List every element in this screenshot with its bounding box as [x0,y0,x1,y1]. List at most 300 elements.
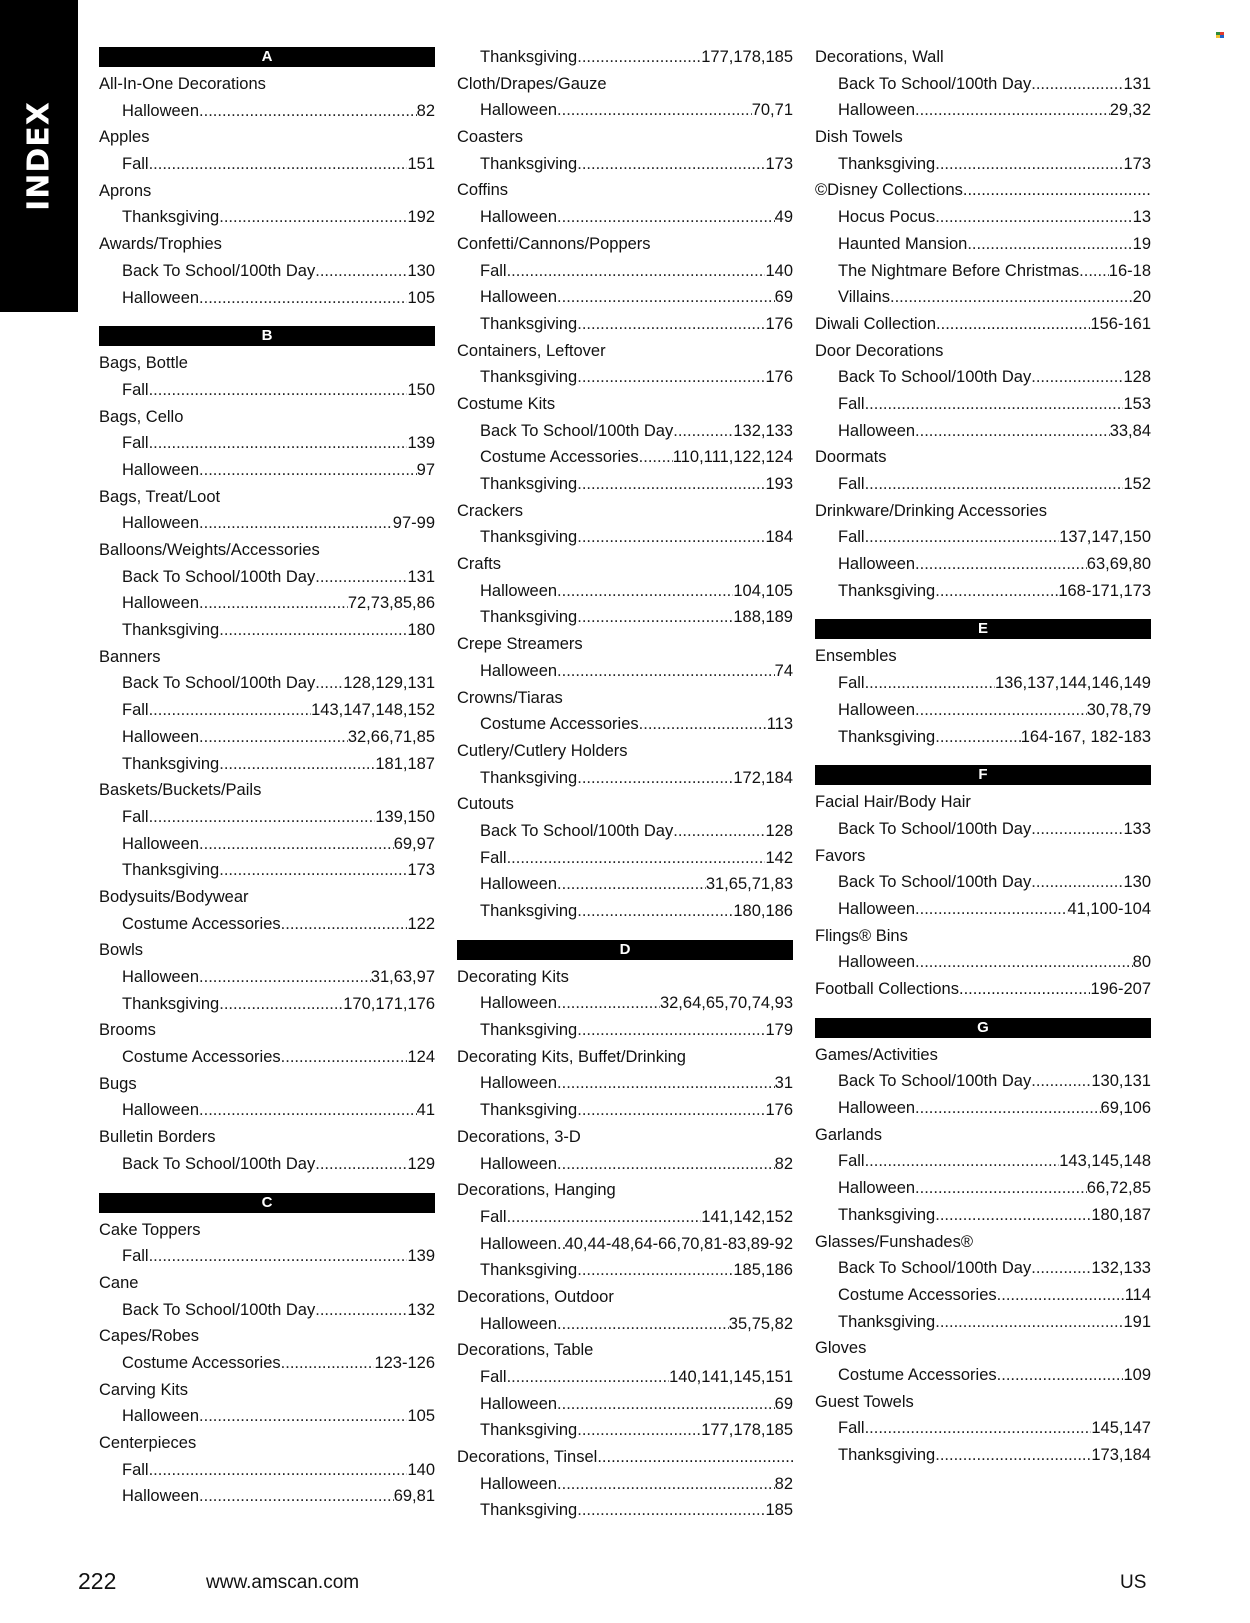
page-number: 222 [78,1568,117,1594]
index-category: Baskets/Buckets/Pails [99,781,262,800]
index-subentry [457,1151,793,1178]
leader-dots [557,1151,775,1178]
index-category: Cane [99,1273,139,1292]
subentry-label: Thanksgiving [480,1021,578,1040]
page-reference: 69 [774,288,793,307]
leader-dots [967,231,1132,258]
index-subentry [457,871,793,898]
leader-dots [1031,1255,1091,1282]
subentry-label: Halloween [838,899,916,918]
page-reference: 122 [407,914,435,933]
page-reference: 173 [1123,154,1151,173]
index-subentry [99,804,435,831]
subentry-label: Halloween [838,1179,916,1198]
subentry-label: Thanksgiving [122,208,220,227]
section-letter-header: D [457,940,793,960]
index-subentry [99,1350,435,1377]
subentry-label: Thanksgiving [480,48,578,66]
subentry-label: Halloween [480,994,558,1013]
leader-dots [865,391,1124,418]
leader-dots [577,311,765,338]
leader-dots [557,1231,565,1258]
index-category: Cake Toppers [99,1220,201,1239]
leader-dots [997,1362,1124,1389]
subentry-label: Fall [122,1460,149,1479]
page-reference: 105 [407,1407,435,1426]
index-category: Decorations, Outdoor [457,1287,614,1306]
page-reference: 177,178,185 [701,1421,793,1440]
leader-dots [557,990,660,1017]
subentry-label: Halloween [480,875,558,894]
leader-dots [935,724,1020,751]
index-subentry [457,578,793,605]
index-subentry [99,724,435,751]
leader-dots [915,1095,1100,1122]
index-subentry [815,1415,1151,1442]
subentry-label: Back To School/100th Day [122,674,316,693]
subentry-label: Thanksgiving [838,581,936,600]
index-category: Ensembles [815,647,897,666]
subentry-label: Halloween [122,727,200,746]
index-subentry [457,471,793,498]
page-reference: 142 [765,848,793,867]
index-subentry [457,1391,793,1418]
index-subentry [99,964,435,991]
leader-dots [149,430,408,457]
index-subentry [815,1255,1151,1282]
leader-dots [1031,364,1123,391]
leader-dots [935,578,1058,605]
index-subentry [815,1068,1151,1095]
subentry-label: Halloween [480,1474,558,1493]
index-category: Carving Kits [99,1380,188,1399]
subentry-label: Back To School/100th Day [480,821,674,840]
page-reference: 139,150 [375,807,435,826]
website-url: www.amscan.com [206,1572,360,1593]
index-subentry [99,831,435,858]
leader-dots [199,1097,417,1124]
category-label: Football Collections [815,980,959,998]
index-category: Banners [99,647,161,666]
page-reference: 32,66,71,85 [347,727,435,746]
index-subentry [815,697,1151,724]
index-subentry [815,1095,1151,1122]
index-category: Drinkware/Drinking Accessories [815,501,1047,520]
leader-dots [199,510,393,537]
leader-dots [315,258,407,285]
index-subentry [815,71,1151,98]
page-reference: 20 [1132,288,1151,307]
page-reference: 32,64,65,70,74,93 [659,994,793,1013]
index-subentry [99,285,435,312]
page-reference: 130 [1123,873,1151,892]
index-subentry [457,1097,793,1124]
leader-dots [915,1175,1087,1202]
leader-dots [315,670,343,697]
index-subentry [99,991,435,1018]
index-subentry [99,590,435,617]
subentry-label: Fall [480,1368,507,1386]
index-subentry [99,510,435,537]
leader-dots [1031,869,1123,896]
subentry-label: Fall [122,155,149,174]
leader-dots [199,724,348,751]
page-reference: 133 [1123,819,1151,838]
index-category: Crackers [457,501,524,520]
subentry-label: Halloween [122,1101,200,1120]
page-reference: 140 [765,261,793,280]
page-reference: 31 [774,1074,793,1093]
leader-dots [149,1243,408,1270]
leader-dots [281,911,408,938]
page-reference: 132,133 [733,421,793,440]
index-subentry [815,391,1151,418]
page-reference: 130,131 [1091,1072,1151,1091]
subentry-label: Back To School/100th Day [838,368,1032,387]
index-category: Crepe Streamers [457,635,583,654]
leader-dots [959,976,1090,1003]
subentry-label: Fall [122,1247,149,1266]
index-category: Facial Hair/Body Hair [815,793,971,812]
index-subentry [99,377,435,404]
index-subentry [815,1362,1151,1389]
index-subentry [457,311,793,338]
subentry-label: Costume Accessories [480,715,639,734]
index-subentry [457,711,793,738]
index-subentry [99,670,435,697]
index-subentry [457,258,793,285]
leader-dots [219,751,375,778]
index-subentry [815,258,1151,285]
leader-dots [915,949,1133,976]
leader-dots [557,1471,775,1498]
index-category: Glasses/Funshades® [815,1232,973,1251]
leader-dots [557,578,733,605]
subentry-label: Fall [122,434,149,453]
subentry-label: Thanksgiving [480,314,578,333]
subentry-label: Thanksgiving [838,1446,936,1464]
subentry-label: Fall [122,701,149,720]
page-reference: 193 [765,475,793,493]
leader-dots [199,1403,407,1430]
page-reference: 113 [766,715,793,734]
index-subentry [99,1483,435,1510]
leader-dots [577,765,733,792]
page-reference: 132,133 [1091,1259,1151,1278]
page-reference: 137,147,150 [1059,528,1151,547]
page-reference: 74 [774,661,793,680]
page-reference: 72,73,85,86 [347,594,435,613]
category-label: ©Disney Collections [815,181,963,200]
index-category: Balloons/Weights/Accessories [99,541,320,559]
subentry-label: Fall [838,475,865,493]
leader-dots [149,804,376,831]
subentry-label: Halloween [122,460,200,479]
leader-dots [577,471,765,498]
page-reference: 114 [1124,1285,1151,1304]
subentry-label: Back To School/100th Day [838,1072,1032,1091]
index-subentry [457,818,793,845]
leader-dots [199,1483,394,1510]
subentry-label: Thanksgiving [480,768,578,787]
index-subentry [457,1497,793,1524]
index-subentry [815,471,1151,498]
subentry-label: Thanksgiving [480,1501,578,1520]
page-reference: 173,184 [1091,1446,1151,1464]
subentry-label: Halloween [838,700,916,719]
page-reference: 168-171,173 [1058,581,1151,600]
index-column-2 [457,44,793,1524]
leader-dots [963,177,1151,204]
page-reference: 69,97 [393,834,435,853]
subentry-label: Halloween [480,661,558,680]
subentry-label: Halloween [838,421,916,440]
index-subentry [457,765,793,792]
page-reference: 188,189 [733,608,793,627]
index-category: Favors [815,846,866,865]
subentry-label: Back To School/100th Day [122,567,316,586]
page-reference: 80 [1132,953,1151,972]
leader-dots [936,311,1090,338]
page-reference: 179 [765,1021,793,1040]
index-category: Bags, Treat/Loot [99,487,221,506]
subentry-label: Thanksgiving [480,528,578,547]
subentry-label: Thanksgiving [838,1312,936,1331]
subentry-label: Halloween [480,581,558,600]
page-reference: 173 [407,861,435,880]
index-subentry [815,1282,1151,1309]
leader-dots [557,1311,729,1338]
index-category: Crowns/Tiaras [457,688,563,707]
subentry-label: Thanksgiving [838,1205,936,1224]
index-category: Aprons [99,181,152,200]
index-subentry [815,1148,1151,1175]
page-reference: 129 [407,1154,435,1173]
index-category [457,1444,793,1471]
index-category [815,177,1151,204]
index-category: Decorations, Hanging [457,1181,616,1200]
index-category: Garlands [815,1125,882,1144]
leader-dots [577,524,765,551]
leader-dots [597,1444,793,1471]
index-subentry [457,1257,793,1284]
leader-dots [673,418,733,445]
index-subentry [815,97,1151,124]
subentry-label: Halloween [122,968,200,986]
index-subentry [457,845,793,872]
subentry-label: Halloween [480,1394,558,1413]
subentry-label: Halloween [122,594,200,613]
index-category: Bulletin Borders [99,1128,216,1147]
page-reference: 40,44-48,64-66,70,81-83,89-92 [564,1234,793,1253]
page-reference: 153 [1123,394,1151,413]
subentry-label: Fall [838,1152,865,1171]
page-reference: 69,106 [1100,1099,1151,1118]
subentry-label: Thanksgiving [122,621,220,640]
subentry-label: Thanksgiving [480,475,578,493]
page-reference: 124 [407,1048,435,1067]
page-reference: 30,78,79 [1086,700,1151,719]
subentry-label: Halloween [838,1099,916,1118]
page-reference: 131 [407,567,435,586]
page-reference: 33,84 [1109,421,1151,440]
page-reference: 156-161 [1090,314,1151,333]
page-reference: 131 [1123,74,1151,93]
leader-dots [935,1309,1123,1336]
index-subentry [457,44,793,71]
index-subentry [457,1070,793,1097]
page-reference: 123-126 [374,1353,435,1372]
page-reference: 41,100-104 [1067,899,1151,918]
leader-dots [199,964,371,991]
subentry-label: Thanksgiving [122,754,220,773]
index-tab-label: INDEX [21,101,57,211]
index-category: Containers, Leftover [457,341,606,360]
leader-dots [507,1204,702,1231]
index-subentry [815,1175,1151,1202]
index-subentry [815,151,1151,178]
leader-dots [577,604,733,631]
page-reference: 63,69,80 [1086,555,1151,574]
leader-dots [577,1417,701,1444]
leader-dots [935,1202,1091,1229]
page-reference: 105 [407,288,435,307]
index-category: Capes/Robes [99,1327,199,1346]
page-reference: 69 [774,1394,793,1413]
index-subentry [815,724,1151,751]
subentry-label: Back To School/100th Day [480,421,674,440]
subentry-label: Thanksgiving [838,154,936,173]
index-category: Bodysuits/Bodywear [99,887,249,906]
index-subentry [99,98,435,125]
leader-dots [149,697,312,724]
index-category: Bugs [99,1074,137,1093]
subentry-label: Fall [122,380,149,399]
index-subentry [815,284,1151,311]
page-reference: 13 [1132,208,1151,227]
page-reference: 82 [774,1474,793,1493]
index-category: Centerpieces [99,1434,197,1452]
leader-dots [935,151,1123,178]
page-reference: 172,184 [733,768,793,787]
section-letter-header: B [99,326,435,346]
leader-dots [149,1457,408,1484]
index-category: Apples [99,128,150,147]
index-subentry [99,258,435,285]
index-subentry [99,204,435,231]
index-category: Cutouts [457,795,514,814]
index-subentry [99,617,435,644]
subentry-label: Thanksgiving [480,368,578,387]
leader-dots [673,818,765,845]
index-category: Door Decorations [815,341,944,360]
index-subentry [457,658,793,685]
leader-dots [577,151,765,178]
page-reference: 29,32 [1109,101,1151,120]
index-subentry [457,524,793,551]
page-reference: 143,145,148 [1059,1152,1151,1171]
page-reference: 192 [407,208,435,227]
page-reference: 136,137,144,146,149 [995,674,1151,693]
page-reference: 184 [765,528,793,547]
index-category: Cloth/Drapes/Gauze [457,74,607,93]
index-category: Brooms [99,1021,156,1040]
leader-dots [865,524,1060,551]
index-subentry [457,204,793,231]
subentry-label: Costume Accessories [122,1048,281,1067]
page-reference: 176 [765,1101,793,1120]
index-subentry [457,1471,793,1498]
leader-dots [935,1442,1091,1469]
leader-dots [577,898,733,925]
leader-dots [507,258,766,285]
index-subentry [457,1017,793,1044]
index-subentry [457,284,793,311]
index-category: Costume Kits [457,394,556,413]
leader-dots [915,896,1067,923]
page-reference: 180 [407,621,435,640]
page-reference: 128,129,131 [343,674,435,693]
index-subentry [815,204,1151,231]
subentry-label: Halloween [838,555,916,574]
index-category: Confetti/Cannons/Poppers [457,234,651,253]
leader-dots [865,670,995,697]
page-reference: 104,105 [733,581,793,600]
index-category: Decorations, Wall [815,48,944,66]
subentry-label: Back To School/100th Day [838,819,1032,838]
index-subentry [457,604,793,631]
leader-dots [577,364,765,391]
country-code: US [1120,1572,1147,1593]
subentry-label: Costume Accessories [838,1365,997,1384]
page-reference: 152 [1123,475,1151,493]
index-subentry [457,898,793,925]
section-letter-header: A [99,47,435,67]
index-subentry [457,1231,793,1258]
subentry-label: Hocus Pocus [838,208,936,227]
index-subentry [457,1417,793,1444]
subentry-label: Thanksgiving [122,861,220,880]
subentry-label: Thanksgiving [480,1261,578,1280]
leader-dots [557,97,752,124]
page-reference: 31,63,97 [370,968,435,986]
leader-dots [557,284,775,311]
leader-dots [149,151,408,178]
page-reference: 110,111,122,124 [672,448,793,467]
leader-dots [507,1364,670,1391]
leader-dots [865,1148,1060,1175]
leader-dots [315,1297,407,1324]
subentry-label: Villains [838,288,890,307]
subentry-label: Halloween [480,1074,558,1093]
index-subentry [99,1097,435,1124]
leader-dots [1031,816,1123,843]
index-subentry [99,1403,435,1430]
index-category: Guest Towels [815,1392,914,1411]
subentry-label: Thanksgiving [480,1421,578,1440]
index-subentry [815,869,1151,896]
page-reference: 140 [407,1460,435,1479]
index-subentry [99,1044,435,1071]
index-subentry [457,1311,793,1338]
page-reference: 150 [407,380,435,399]
subentry-label: Back To School/100th Day [122,1154,316,1173]
index-subentry [99,564,435,591]
page-reference: 191 [1123,1312,1151,1331]
leader-dots [219,991,343,1018]
subentry-label: Fall [838,394,865,413]
subentry-label: Costume Accessories [480,448,639,467]
